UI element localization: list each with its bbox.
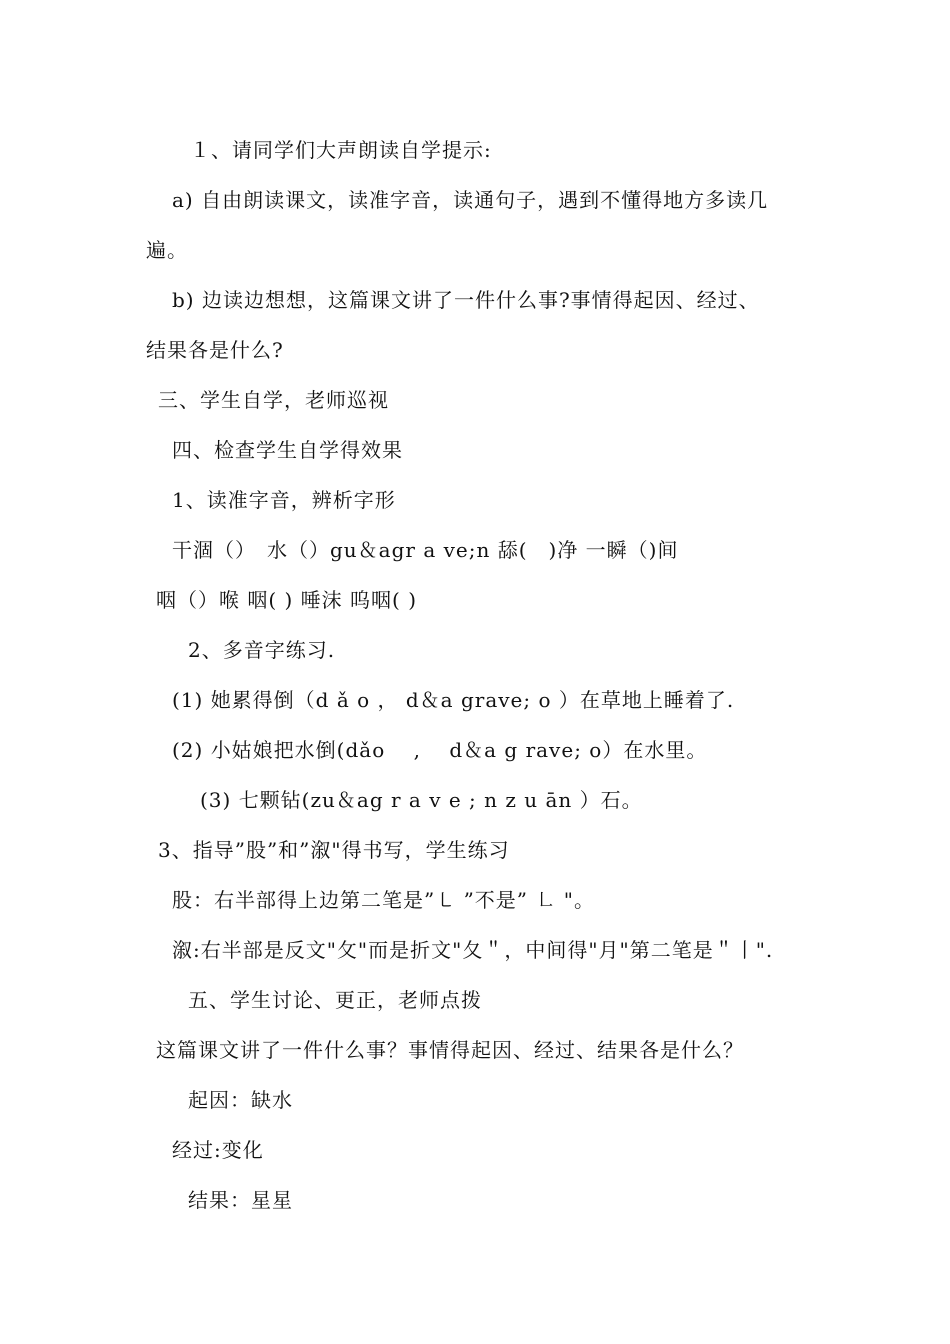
answer-cause: 起因：缺水	[188, 1088, 293, 1112]
polyphonic-item-3: (3) 七颗钻(zu＆ag r a v e ; n z u ān ）石。	[200, 788, 643, 812]
polyphonic-item-1: (1) 她累得倒（d ǎ o ， d＆a grave; o ）在草地上睡着了.	[172, 688, 735, 712]
subsection-writing: 3、指导”股”和”溆"得书写，学生练习	[158, 838, 510, 862]
prompt-item-b-continued: 结果各是什么?	[146, 338, 284, 362]
subsection-polyphonic: 2、多音字练习.	[188, 638, 336, 662]
prompt-item-a-continued: 遍。	[146, 238, 188, 262]
pronunciation-row-1: 干涸（） 水（）gu＆agr a ve;n 舔( )净 一瞬（)间	[172, 538, 679, 562]
polyphonic-item-2: (2) 小姑娘把水倒(dǎo , d＆a g rave; o）在水里。	[172, 738, 708, 762]
prompt-item-a: a) 自由朗读课文，读准字音，读通句子，遇到不懂得地方多读几	[172, 188, 769, 212]
section-five-heading: 五、学生讨论、更正，老师点拨	[188, 988, 482, 1012]
answer-result: 结果：星星	[188, 1188, 293, 1212]
prompt-heading: １、请同学们大声朗读自学提示:	[190, 138, 492, 162]
writing-note-gu: 股：右半部得上边第二笔是”㇄ ”不是” ㇗ "。	[172, 888, 595, 912]
prompt-item-b: b) 边读边想想，这篇课文讲了一件什么事?事情得起因、经过、	[172, 288, 760, 312]
writing-note-xu: 溆:右半部是反文"攵"而是折文"夂＂，中间得"月"第二笔是＂丨".	[172, 938, 774, 962]
discussion-question: 这篇课文讲了一件什么事？事情得起因、经过、结果各是什么？	[156, 1038, 744, 1062]
pronunciation-row-2: 咽（）喉 咽( ) 唾沫 呜咽( )	[156, 588, 417, 612]
subsection-pronunciation: 1、读准字音，辨析字形	[172, 488, 396, 512]
section-three-heading: 三、学生自学，老师巡视	[158, 388, 389, 412]
answer-process: 经过:变化	[172, 1138, 264, 1162]
section-four-heading: 四、检查学生自学得效果	[172, 438, 403, 462]
